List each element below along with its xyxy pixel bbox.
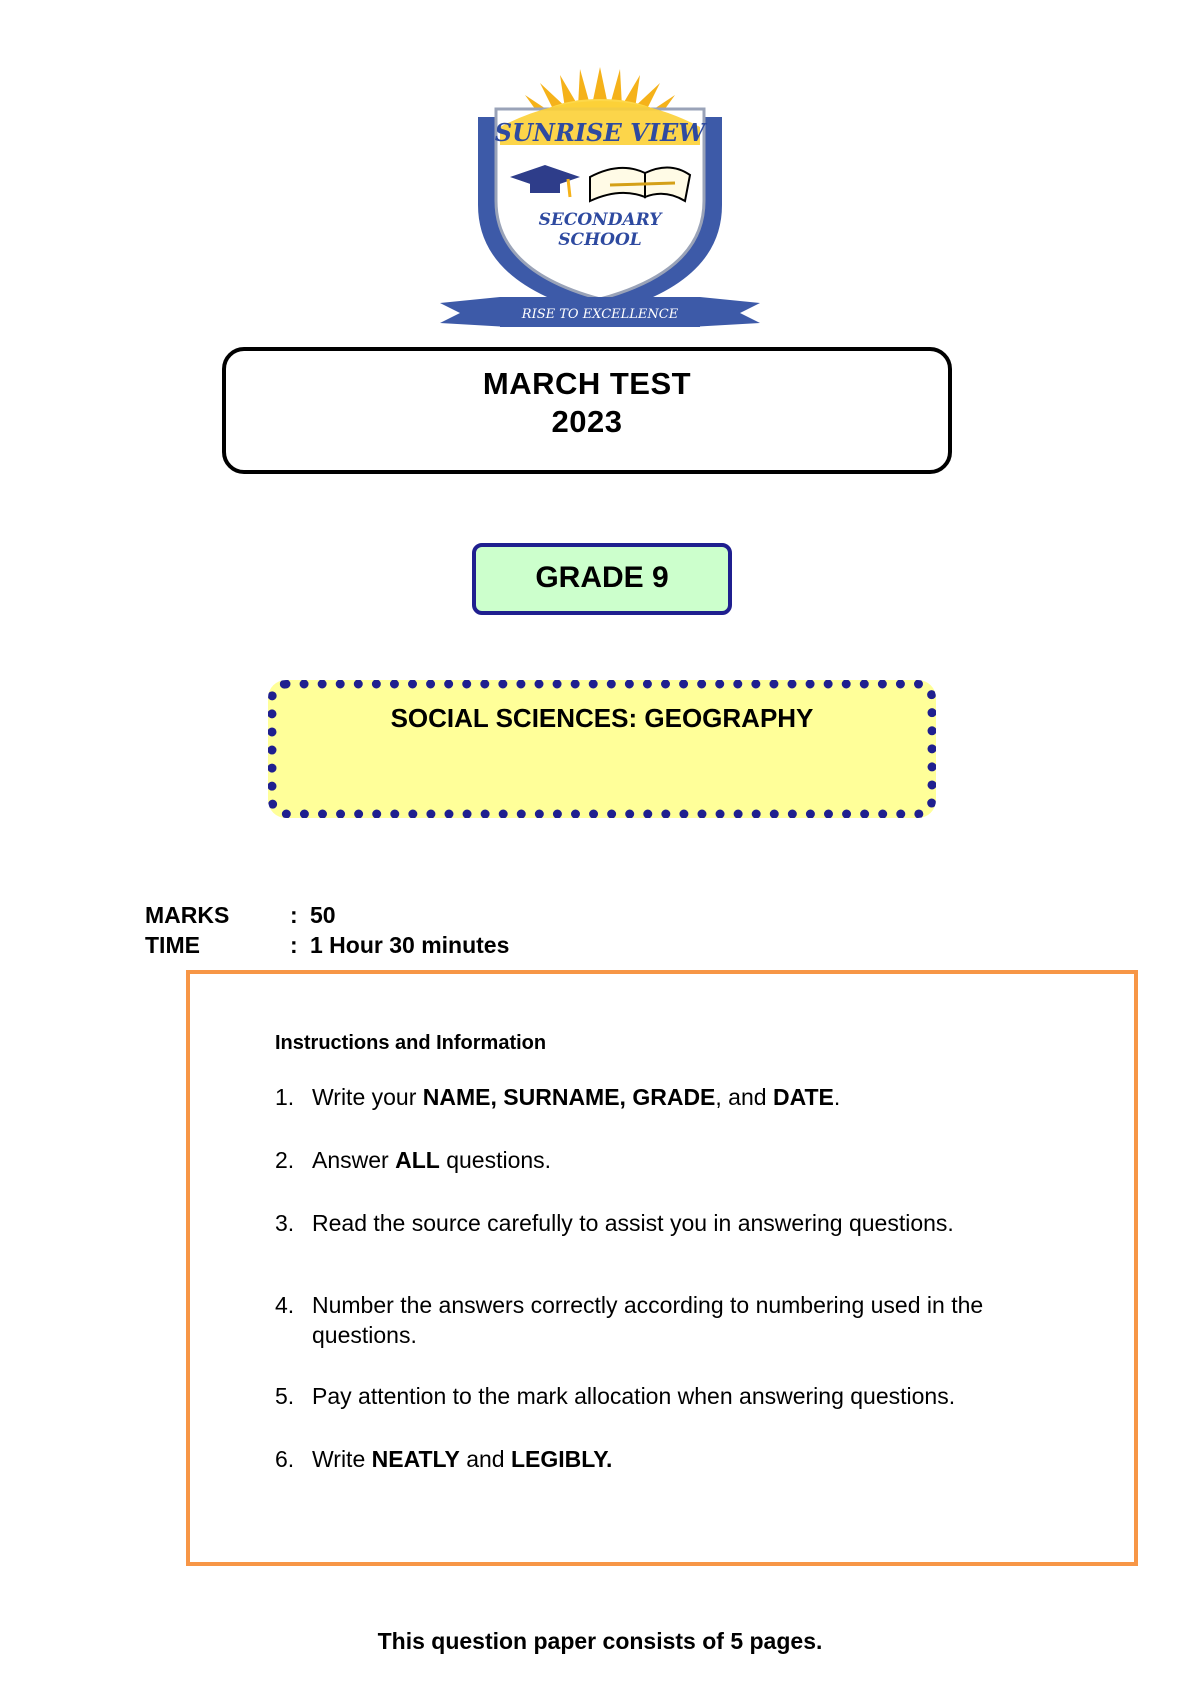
logo-motto: RISE TO EXCELLENCE	[521, 307, 679, 322]
marks-value: 50	[310, 902, 336, 928]
instruction-emphasis: LEGIBLY.	[510, 1446, 613, 1472]
instruction-text	[312, 1082, 1035, 1112]
instruction-fragment: .	[833, 1084, 841, 1110]
instruction-fragment: , and	[715, 1084, 773, 1110]
instruction-text	[312, 1444, 1035, 1474]
time-separator: :	[290, 932, 298, 958]
instruction-text	[312, 1145, 1035, 1175]
page-count-note: This question paper consists of 5 pages.	[377, 1628, 823, 1654]
open-book-icon	[590, 167, 690, 201]
time-label: TIME	[145, 932, 200, 958]
grade-label: GRADE 9	[472, 543, 732, 615]
instruction-fragment: Number the answers correctly according to numbering used in the questions.	[312, 1292, 984, 1348]
instruction-emphasis: ALL	[395, 1147, 440, 1173]
instruction-fragment: Read the source carefully to assist you in answering questions.	[312, 1210, 954, 1236]
instruction-number: 1.	[275, 1084, 295, 1110]
school-crest-logo	[440, 65, 760, 335]
instruction-item	[275, 1381, 1035, 1411]
time-value: 1 Hour 30 minutes	[310, 932, 510, 958]
logo-subtitle-line2: SCHOOL	[558, 230, 642, 250]
test-title: MARCH TEST	[482, 366, 692, 401]
instruction-number: 2.	[275, 1147, 295, 1173]
time-row	[145, 930, 509, 960]
instruction-number: 4.	[275, 1292, 295, 1318]
instruction-emphasis: DATE	[772, 1084, 834, 1110]
instruction-item	[275, 1208, 1035, 1238]
instruction-number: 5.	[275, 1383, 295, 1409]
instruction-item	[275, 1145, 1035, 1175]
instruction-fragment: Write your	[312, 1084, 423, 1110]
instruction-emphasis: NEATLY	[371, 1446, 460, 1472]
instruction-number: 6.	[275, 1446, 295, 1472]
instruction-text	[312, 1381, 1035, 1411]
test-title-box	[222, 347, 952, 474]
instruction-item	[275, 1444, 1035, 1474]
instruction-fragment: Pay attention to the mark allocation when answering questions.	[312, 1383, 956, 1409]
instruction-item	[275, 1082, 1035, 1112]
test-year: 2023	[551, 404, 623, 439]
instruction-text	[312, 1208, 1035, 1238]
instruction-item	[275, 1290, 1035, 1350]
instructions-title: Instructions and Information	[275, 1032, 547, 1054]
subject-title: SOCIAL SCIENCES: GEOGRAPHY	[390, 703, 814, 733]
instruction-text	[312, 1290, 1035, 1350]
instruction-fragment: and	[459, 1446, 511, 1472]
instructions-box	[186, 970, 1138, 1566]
logo-school-name: SUNRISE VIEW	[494, 118, 706, 147]
instruction-number: 3.	[275, 1210, 295, 1236]
marks-row	[145, 900, 336, 930]
subject-box	[268, 680, 936, 818]
marks-label: MARKS	[145, 902, 230, 928]
logo-subtitle-line1: SECONDARY	[538, 210, 662, 230]
instruction-fragment: Write	[312, 1446, 372, 1472]
instruction-fragment: Answer	[312, 1147, 396, 1173]
instruction-emphasis: NAME, SURNAME, GRADE	[422, 1084, 716, 1110]
marks-separator: :	[290, 902, 298, 928]
instruction-fragment: questions.	[439, 1147, 552, 1173]
